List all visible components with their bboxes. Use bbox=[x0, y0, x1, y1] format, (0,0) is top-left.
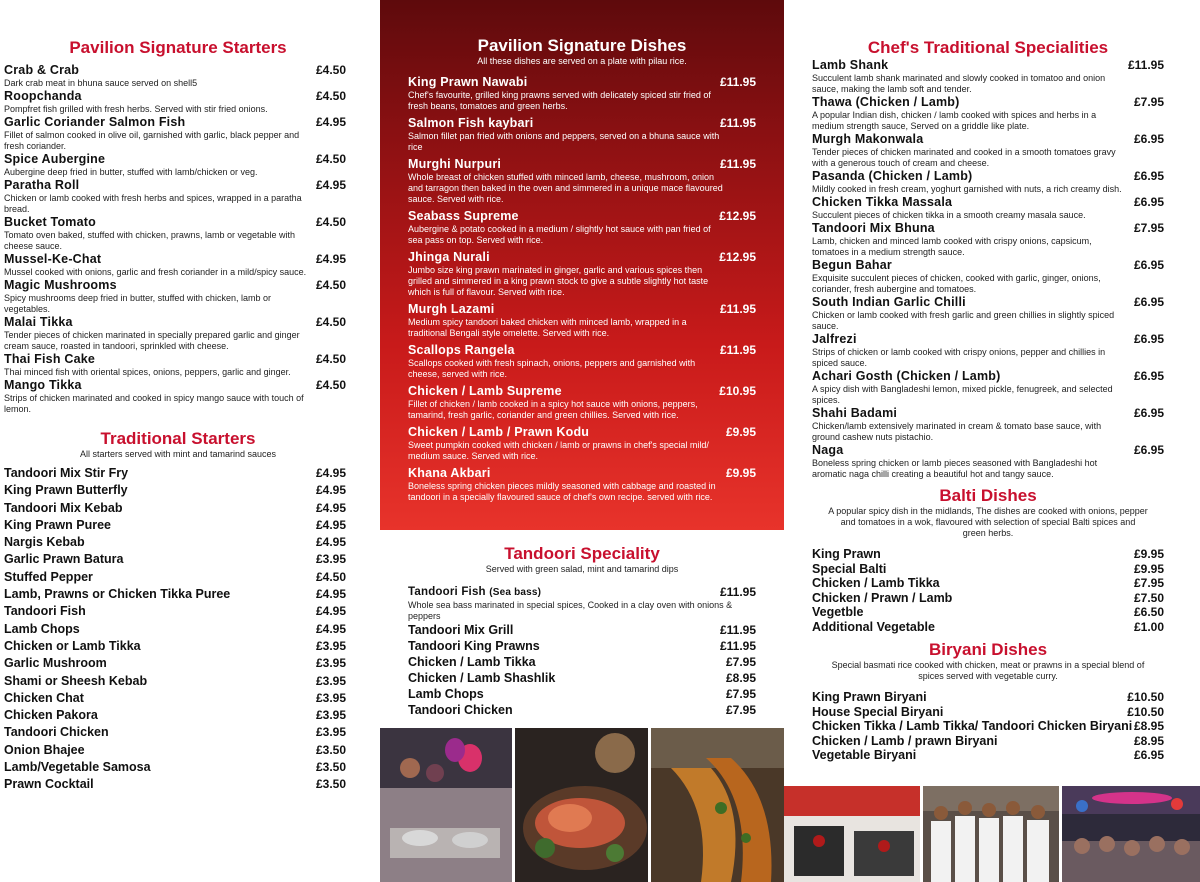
item-price: £6.95 bbox=[1133, 406, 1164, 420]
item-price: £3.95 bbox=[315, 552, 346, 567]
signature-dishes-title: Pavilion Signature Dishes bbox=[477, 36, 687, 55]
item-price: £4.50 bbox=[315, 215, 346, 229]
menu-item bbox=[812, 95, 1164, 132]
item-price: £4.50 bbox=[315, 315, 346, 329]
item-price: £4.95 bbox=[315, 178, 346, 192]
item-description: Tomato oven baked, stuffed with chicken, prawns, lamb or vegetable with cheese sauce. bbox=[4, 230, 295, 251]
item-price: £3.50 bbox=[315, 742, 346, 757]
item-name: Chicken Pakora bbox=[4, 708, 98, 723]
tandoori-title: Tandoori Speciality bbox=[504, 544, 660, 563]
item-price: £11.95 bbox=[719, 116, 756, 130]
food-photo bbox=[515, 728, 648, 882]
item-name: Seabass Supreme bbox=[408, 209, 519, 223]
lobster-photo-image bbox=[515, 728, 648, 882]
item-name: Chicken Chat bbox=[4, 690, 84, 705]
menu-item bbox=[4, 707, 352, 724]
item-name: Jalfrezi bbox=[812, 332, 857, 346]
item-name: Bucket Tomato bbox=[4, 215, 96, 229]
item-price: £9.95 bbox=[725, 425, 756, 439]
menu-item bbox=[408, 75, 756, 112]
item-price: £7.95 bbox=[1133, 576, 1164, 590]
item-price: £7.95 bbox=[725, 655, 756, 669]
item-name: Pasanda (Chicken / Lamb) bbox=[812, 169, 973, 183]
menu-item bbox=[4, 352, 352, 378]
item-price: £7.95 bbox=[1133, 95, 1164, 109]
item-price: £7.95 bbox=[1133, 221, 1164, 235]
item-name: Chicken Tikka / Lamb Tikka/ Tandoori Chicken Biryani bbox=[812, 719, 1133, 733]
item-price: £4.50 bbox=[315, 89, 346, 103]
item-description: Fillet of salmon cooked in olive oil, garnished with garlic, black pepper and fresh coriander. bbox=[4, 130, 300, 151]
item-name: Garlic Coriander Salmon Fish bbox=[4, 115, 186, 129]
item-name: Spice Aubergine bbox=[4, 152, 106, 166]
item-price: £4.95 bbox=[315, 466, 346, 480]
menu-item bbox=[4, 482, 352, 499]
biryani-title: Biryani Dishes bbox=[928, 640, 1048, 659]
item-price: £6.95 bbox=[1133, 258, 1164, 272]
item-name: Tandoori Mix Kebab bbox=[4, 500, 123, 515]
menu-item bbox=[4, 378, 352, 415]
menu-item bbox=[4, 759, 352, 776]
menu-item bbox=[812, 132, 1164, 169]
item-price: £4.95 bbox=[315, 517, 346, 532]
item-price: £8.95 bbox=[1133, 719, 1164, 733]
item-name: Garlic Mushroom bbox=[4, 656, 107, 671]
item-name: Murgh Lazami bbox=[408, 302, 495, 316]
item-description: Jumbo size king prawn marinated in ginger, garlic and various spices then grilled and simmered in a king prawn stock to give a subtle slightly hot taste which is full of flavour. Served with rice. bbox=[408, 265, 709, 297]
menu-item bbox=[4, 569, 352, 586]
menu-item bbox=[812, 258, 1164, 295]
item-description: Medium spicy tandoori baked chicken with minced lamb, wrapped in a traditional Bengali style omelette. Served with rice. bbox=[408, 317, 687, 338]
item-name: Khana Akbari bbox=[408, 466, 491, 480]
menu-item bbox=[4, 586, 352, 603]
item-description: Chef's favourite, grilled king prawns served with delicately spiced stir fried of fresh beans, tomatoes and green herbs. bbox=[408, 90, 711, 111]
menu-item bbox=[408, 302, 756, 339]
item-description: Chicken/lamb extensively marinated in cream & tomato base sauce, with ground cashew nuts pistachio. bbox=[812, 421, 1102, 442]
menu-item bbox=[812, 690, 1164, 705]
chefs-specialities-title: Chef's Traditional Specialities bbox=[867, 38, 1109, 57]
menu-item bbox=[812, 169, 1164, 195]
menu-item bbox=[4, 724, 352, 741]
item-description: Aubergine deep fried in butter, stuffed with lamb/chicken or veg. bbox=[4, 167, 258, 177]
menu-item bbox=[4, 638, 352, 655]
item-name: Tandoori King Prawns bbox=[408, 639, 540, 653]
item-name: House Special Biryani bbox=[812, 704, 944, 719]
item-name: Onion Bhajee bbox=[4, 742, 85, 757]
item-price: £6.95 bbox=[1133, 195, 1164, 209]
item-price: £11.95 bbox=[719, 157, 756, 171]
item-price: £10.50 bbox=[1127, 704, 1164, 719]
item-price: £11.95 bbox=[719, 75, 756, 89]
menu-item bbox=[4, 742, 352, 759]
item-name: Jhinga Nurali bbox=[408, 250, 490, 264]
item-name: Lamb Chops bbox=[408, 687, 484, 701]
item-name: Tandoori Mix Grill bbox=[408, 623, 514, 637]
item-name: Chicken / Lamb / Prawn Kodu bbox=[408, 425, 590, 439]
menu-item bbox=[4, 465, 352, 482]
item-name: Malai Tikka bbox=[4, 315, 73, 329]
item-name: Chicken or Lamb Tikka bbox=[4, 638, 141, 653]
item-description: Boneless spring chicken or lamb pieces seasoned with Bangladeshi hot aromatic naga chilli creating a beautiful hot and tangy sauce. bbox=[812, 458, 1098, 479]
menu-item bbox=[4, 315, 352, 352]
menu-item bbox=[812, 620, 1164, 635]
item-price: £3.50 bbox=[315, 760, 346, 775]
item-price: £11.95 bbox=[719, 585, 756, 599]
item-name: Vegetable Biryani bbox=[812, 748, 917, 762]
item-name: Begun Bahar bbox=[812, 258, 892, 272]
item-price: £4.50 bbox=[315, 378, 346, 392]
item-name: Tandoori Mix Bhuna bbox=[812, 221, 935, 235]
menu-item bbox=[4, 215, 352, 252]
item-name: Salmon Fish kaybari bbox=[408, 116, 534, 130]
menu-item bbox=[4, 603, 352, 620]
menu-item bbox=[4, 115, 352, 152]
prawns-photo-image bbox=[651, 728, 784, 882]
item-price: £4.95 bbox=[315, 535, 346, 550]
item-price: £6.95 bbox=[1133, 443, 1164, 457]
item-price: £8.95 bbox=[725, 671, 756, 685]
item-price: £11.95 bbox=[719, 639, 756, 653]
tandoori-subtitle: Served with green salad, mint and tamarind dips bbox=[485, 564, 679, 574]
biryani-subtitle: Special basmati rice cooked with chicken, meat or prawns in a special blend of spices served with vegetable curry. bbox=[831, 660, 1145, 681]
chefs-specialities-list bbox=[812, 58, 1164, 480]
item-price: £4.50 bbox=[315, 152, 346, 166]
traditional-starters-list bbox=[4, 465, 352, 794]
menu-item bbox=[408, 425, 756, 462]
item-name: Shahi Badami bbox=[812, 406, 898, 420]
item-price: £10.95 bbox=[719, 384, 756, 398]
menu-item bbox=[4, 776, 352, 793]
item-name: Tandoori Fish bbox=[4, 604, 86, 619]
menu-item bbox=[408, 670, 756, 686]
item-description: Succulent pieces of chicken tikka in a smooth creamy masala sauce. bbox=[812, 210, 1086, 220]
item-price: £10.50 bbox=[1127, 690, 1164, 704]
menu-item bbox=[812, 562, 1164, 577]
item-price: £4.95 bbox=[315, 604, 346, 619]
right-column bbox=[808, 0, 1164, 763]
signature-dishes-panel bbox=[380, 0, 784, 530]
item-name: Chicken / Prawn / Lamb bbox=[812, 590, 953, 605]
item-name: Lamb Shank bbox=[812, 58, 889, 72]
menu-item bbox=[812, 195, 1164, 221]
menu-item bbox=[812, 295, 1164, 332]
menu-item bbox=[4, 278, 352, 315]
item-price: £3.95 bbox=[315, 656, 346, 671]
menu-item bbox=[408, 686, 756, 702]
menu-item bbox=[812, 605, 1164, 620]
item-description: Chicken or lamb cooked with fresh herbs and spices, wrapped in a paratha bread. bbox=[4, 193, 302, 214]
item-price: £6.95 bbox=[1133, 748, 1164, 762]
menu-item bbox=[4, 655, 352, 672]
item-description: Strips of chicken or lamb cooked with crispy onions, pepper and chillies in spiced sauce. bbox=[812, 347, 1106, 368]
menu-item bbox=[4, 534, 352, 551]
item-name: Chicken / Lamb Supreme bbox=[408, 384, 562, 398]
staff-group-photo-image bbox=[923, 786, 1059, 882]
item-description: Sweet pumpkin cooked with chicken / lamb or prawns in chef's special mild/ medium sauce. Served with rice. bbox=[408, 440, 709, 461]
item-name: Crab & Crab bbox=[4, 63, 80, 77]
menu-item bbox=[408, 384, 756, 421]
item-name: Magic Mushrooms bbox=[4, 278, 117, 292]
item-price: £4.95 bbox=[315, 587, 346, 602]
item-description: Whole sea bass marinated in special spices, Cooked in a clay oven with onions & peppers bbox=[408, 600, 733, 621]
menu-item bbox=[408, 343, 756, 380]
food-photos bbox=[380, 728, 784, 882]
balti-subtitle: A popular spicy dish in the midlands, The dishes are cooked with onions, pepper and tomatoes in a wok, flavoured with selection of special Balti spices and green herbs. bbox=[828, 506, 1148, 538]
item-description: Aubergine & potato cooked in a medium / slightly hot sauce with pan fried of sea pass on top. Served with rice. bbox=[408, 224, 711, 245]
menu-item bbox=[408, 702, 756, 718]
biryani-list bbox=[812, 690, 1164, 763]
party-guests-photo-image bbox=[1062, 786, 1200, 882]
item-price: £12.95 bbox=[719, 250, 756, 264]
item-price: £3.50 bbox=[315, 777, 346, 792]
item-name: Chicken Tikka Massala bbox=[812, 195, 953, 209]
item-name: Naga bbox=[812, 443, 844, 457]
menu-item bbox=[812, 719, 1164, 734]
dining-room-photo-image bbox=[784, 786, 920, 882]
menu-item bbox=[812, 58, 1164, 95]
item-name: Murgh Makonwala bbox=[812, 132, 924, 146]
item-price: £4.50 bbox=[315, 352, 346, 366]
item-price: £6.95 bbox=[1133, 169, 1164, 183]
menu-item bbox=[812, 547, 1164, 562]
balti-title: Balti Dishes bbox=[939, 486, 1037, 505]
item-price: £3.95 bbox=[315, 690, 346, 705]
menu-item bbox=[812, 734, 1164, 749]
menu-item bbox=[812, 221, 1164, 258]
menu-item bbox=[408, 250, 756, 298]
item-name: Nargis Kebab bbox=[4, 535, 85, 550]
item-description: Whole breast of chicken stuffed with minced lamb, cheese, mushroom, onion and tarragon then baked in the oven and simmered in a unique mace flavoured sauce. Served with rice. bbox=[408, 172, 723, 204]
item-name: Thai Fish Cake bbox=[4, 352, 96, 366]
item-description: Boneless spring chicken pieces mildly seasoned with cabbage and roasted in tandoori in a specially flavoured sauce of chef's own recipe. served with rice. bbox=[408, 481, 716, 502]
item-price: £6.95 bbox=[1133, 295, 1164, 309]
item-description: Exquisite succulent pieces of chicken, cooked with garlic, ginger, onions, coriander, fresh aubergine and tomatoes. bbox=[812, 273, 1101, 294]
item-description: Pompfret fish grilled with fresh herbs. Served with stir fried onions. bbox=[4, 104, 268, 114]
menu-item bbox=[4, 178, 352, 215]
item-name: Chicken / Lamb Tikka bbox=[408, 655, 536, 669]
item-name: Tandoori Mix Stir Fry bbox=[4, 466, 129, 480]
item-price: £4.95 bbox=[315, 500, 346, 515]
item-name: Garlic Prawn Batura bbox=[4, 552, 124, 567]
tandoori-list bbox=[408, 622, 756, 718]
item-name: South Indian Garlic Chilli bbox=[812, 295, 966, 309]
signature-dishes-list bbox=[408, 75, 756, 503]
menu-item bbox=[4, 89, 352, 115]
menu-item bbox=[408, 638, 756, 654]
menu-item bbox=[408, 157, 756, 205]
item-description: A popular Indian dish, chicken / lamb cooked with spices and herbs in a medium strength sauce, Served on a griddle like plate. bbox=[812, 110, 1097, 131]
item-name: Additional Vegetable bbox=[812, 619, 935, 634]
item-description: Fillet of chicken / lamb cooked in a spicy hot sauce with onions, peppers, tamarind, fresh garlic, coriander and green chillies. Served with rice. bbox=[408, 399, 698, 420]
item-price: £9.95 bbox=[1133, 547, 1164, 561]
item-price: £3.95 bbox=[315, 708, 346, 723]
item-name: Chicken / Lamb Shashlik bbox=[408, 671, 556, 685]
item-price: £3.95 bbox=[315, 725, 346, 740]
menu-item bbox=[4, 621, 352, 638]
menu-item bbox=[408, 209, 756, 246]
signature-starters-title: Pavilion Signature Starters bbox=[69, 38, 287, 57]
menu-item bbox=[4, 63, 352, 89]
item-description: Tender pieces of chicken marinated in specially prepared garlic and ginger cream sauce, roasted in tandoori, sprinkled with cheese. bbox=[4, 330, 300, 351]
item-name: Paratha Roll bbox=[4, 178, 80, 192]
item-price: £6.50 bbox=[1133, 605, 1164, 619]
left-column bbox=[0, 0, 356, 794]
menu-item bbox=[4, 500, 352, 517]
balti-list bbox=[812, 547, 1164, 634]
item-price: £9.95 bbox=[725, 466, 756, 480]
item-price: £12.95 bbox=[719, 209, 756, 223]
item-price: £6.95 bbox=[1133, 369, 1164, 383]
item-name: Tandoori Chicken bbox=[4, 725, 109, 740]
menu-item bbox=[4, 551, 352, 568]
traditional-starters-title: Traditional Starters bbox=[100, 429, 256, 448]
item-name: Thawa (Chicken / Lamb) bbox=[812, 95, 960, 109]
item-price: £4.50 bbox=[315, 278, 346, 292]
item-name: Murghi Nurpuri bbox=[408, 157, 502, 171]
item-description: Salmon fillet pan fried with onions and peppers, served on a bhuna sauce with rice bbox=[408, 131, 720, 152]
menu-item bbox=[408, 654, 756, 670]
tandoori-speciality-section bbox=[380, 544, 784, 718]
item-name: King Prawn Biryani bbox=[812, 690, 927, 704]
item-description: Tender pieces of chicken marinated and cooked in a smooth tomatoes gravy with a generous touch of cream and cheese. bbox=[812, 147, 1116, 168]
restaurant-photos bbox=[784, 786, 1200, 882]
item-price: £8.95 bbox=[1133, 733, 1164, 748]
item-price: £4.50 bbox=[315, 63, 346, 77]
item-name: Mussel-Ke-Chat bbox=[4, 252, 102, 266]
item-name: Vegetble bbox=[812, 605, 864, 619]
item-name: Chicken / Lamb / prawn Biryani bbox=[812, 733, 998, 748]
signature-starters-list bbox=[4, 63, 352, 415]
menu-item bbox=[4, 152, 352, 178]
item-price: £11.95 bbox=[719, 623, 756, 637]
item-price: £11.95 bbox=[719, 343, 756, 357]
item-description: Spicy mushrooms deep fried in butter, stuffed with chicken, lamb or vegetables. bbox=[4, 293, 271, 314]
menu-item bbox=[812, 406, 1164, 443]
item-price: £6.95 bbox=[1133, 132, 1164, 146]
item-price: £9.95 bbox=[1133, 561, 1164, 576]
item-name: King Prawn bbox=[812, 547, 881, 561]
menu-item bbox=[408, 116, 756, 153]
item-price: £4.50 bbox=[315, 569, 346, 584]
restaurant-photo bbox=[380, 728, 512, 882]
item-price: £4.95 bbox=[315, 115, 346, 129]
item-price: £7.50 bbox=[1133, 590, 1164, 605]
item-price: £4.95 bbox=[315, 252, 346, 266]
item-name: King Prawn Nawabi bbox=[408, 75, 528, 89]
item-name: King Prawn Butterfly bbox=[4, 483, 128, 498]
item-name: King Prawn Puree bbox=[4, 517, 111, 532]
item-price: £3.95 bbox=[315, 638, 346, 653]
item-description: Mildly cooked in fresh cream, yoghurt garnished with nuts, a rich creamy dish. bbox=[812, 184, 1122, 194]
traditional-starters-subtitle: All starters served with mint and tamarind sauces bbox=[79, 449, 277, 459]
menu-item bbox=[4, 252, 352, 278]
item-price: £7.95 bbox=[725, 687, 756, 701]
item-name: Lamb/Vegetable Samosa bbox=[4, 760, 151, 775]
buffet-photo-image bbox=[380, 728, 512, 882]
menu-item bbox=[408, 622, 756, 638]
menu-item bbox=[4, 690, 352, 707]
menu-item bbox=[4, 517, 352, 534]
item-name: Roopchanda bbox=[4, 89, 82, 103]
item-name-suffix: (Sea bass) bbox=[489, 587, 542, 598]
menu-item bbox=[408, 585, 756, 622]
item-price: £3.95 bbox=[315, 673, 346, 688]
item-description: Succulent lamb shank marinated and slowly cooked in tomatoo and onion sauce, making the lamb soft and tender. bbox=[812, 73, 1106, 94]
item-price: £11.95 bbox=[1127, 58, 1164, 72]
item-name: Lamb Chops bbox=[4, 621, 80, 636]
menu-item bbox=[408, 466, 756, 503]
menu-item bbox=[4, 673, 352, 690]
menu-item bbox=[812, 369, 1164, 406]
item-description: Chicken or lamb cooked with fresh garlic and green chillies in slightly spiced sauce. bbox=[812, 310, 1115, 331]
item-description: Mussel cooked with onions, garlic and fresh coriander in a mild/spicy sauce. bbox=[4, 267, 307, 277]
menu-item bbox=[812, 576, 1164, 591]
item-name: Mango Tikka bbox=[4, 378, 82, 392]
party-photo bbox=[1062, 786, 1200, 882]
menu-item bbox=[812, 332, 1164, 369]
restaurant-photo bbox=[784, 786, 920, 882]
item-description: Strips of chicken marinated and cooked in spicy mango sauce with touch of lemon. bbox=[4, 393, 304, 414]
item-name: Stuffed Pepper bbox=[4, 569, 93, 584]
menu-item bbox=[812, 443, 1164, 480]
item-description: A spicy dish with Bangladeshi lemon, mixed pickle, fenugreek, and selected spices. bbox=[812, 384, 1113, 405]
item-description: Thai minced fish with oriental spices, onions, peppers, garlic and ginger. bbox=[4, 367, 291, 377]
item-description: Lamb, chicken and minced lamb cooked with crispy onions, capsicum, tomatoes in a medium strength sauce. bbox=[812, 236, 1092, 257]
item-price: £4.95 bbox=[315, 621, 346, 636]
item-name: Tandoori Chicken bbox=[408, 703, 513, 717]
item-description: Dark crab meat in bhuna sauce served on shell5 bbox=[4, 78, 198, 88]
signature-dishes-subtitle: All these dishes are served on a plate with pilau rice. bbox=[477, 56, 687, 66]
item-name: Chicken / Lamb Tikka bbox=[812, 576, 940, 590]
menu-item bbox=[812, 591, 1164, 606]
item-price: £6.95 bbox=[1133, 332, 1164, 346]
item-description: Scallops cooked with fresh spinach, onions, peppers and garnished with cheese, served with rice. bbox=[408, 358, 696, 379]
item-price: £4.95 bbox=[315, 483, 346, 498]
item-name: Scallops Rangela bbox=[408, 343, 515, 357]
item-name: Prawn Cocktail bbox=[4, 777, 94, 792]
item-name: Shami or Sheesh Kebab bbox=[4, 673, 148, 688]
item-price: £11.95 bbox=[719, 302, 756, 316]
item-price: £1.00 bbox=[1133, 619, 1164, 634]
menu-item bbox=[812, 748, 1164, 763]
item-price: £7.95 bbox=[725, 703, 756, 717]
item-name: Tandoori Fish bbox=[408, 586, 486, 598]
menu-item bbox=[812, 705, 1164, 720]
food-photo bbox=[651, 728, 784, 882]
item-name: Lamb, Prawns or Chicken Tikka Puree bbox=[4, 587, 231, 602]
item-name: Special Balti bbox=[812, 561, 887, 576]
item-name: Achari Gosth (Chicken / Lamb) bbox=[812, 369, 1001, 383]
staff-photo bbox=[923, 786, 1059, 882]
